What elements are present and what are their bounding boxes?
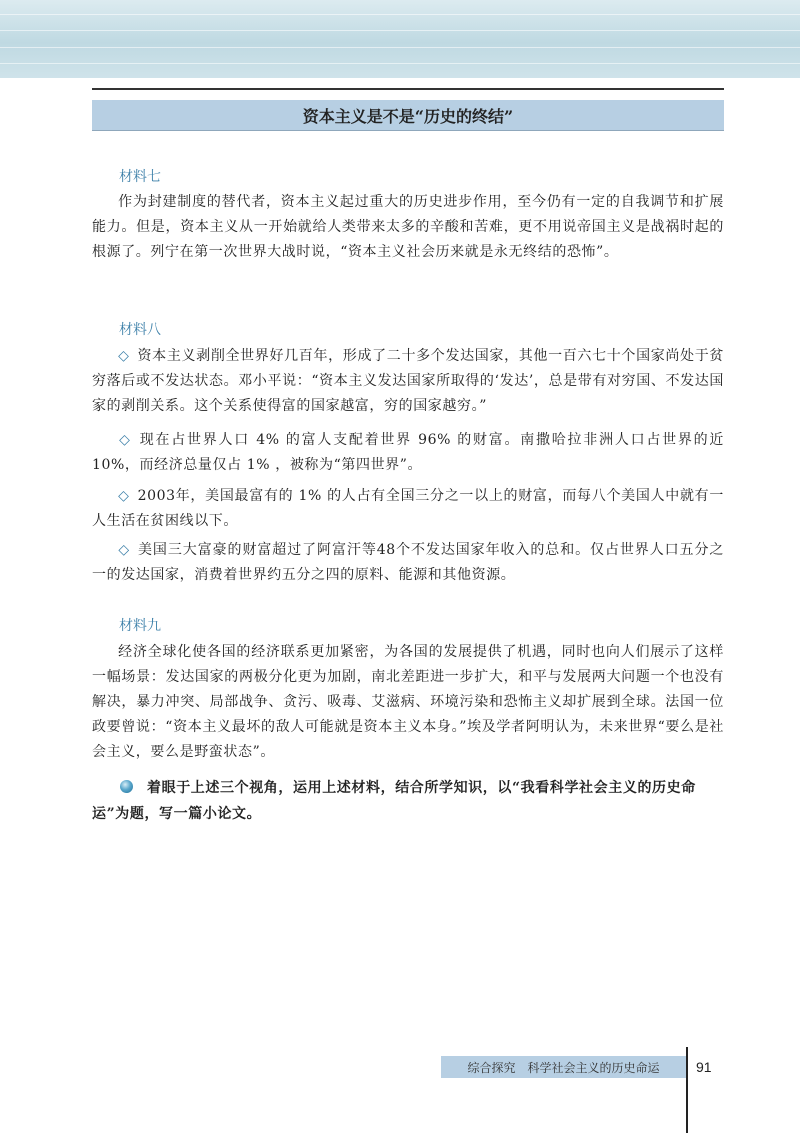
material-8-item: ◇ 资本主义剥削全世界好几百年，形成了二十多个发达国家，其他一百六七十个国家尚处于贫穷落后或不发达状态。邓小平说：“资本主义发达国家所取得的‘发达’，总是带有对穷国、不发达国家的剥削关系。这个关系使得富的国家越富，穷的国家越穷。” xyxy=(92,348,724,414)
task-prompt: 着眼于上述三个视角，运用上述材料，结合所学知识，以“我看科学社会主义的历史命运”为题，写一篇小论文。 xyxy=(92,780,696,822)
globe-bullet-icon xyxy=(120,780,133,793)
footer-rule xyxy=(686,1047,688,1133)
page-title: 资本主义是不是“历史的终结” xyxy=(302,106,514,126)
top-banner xyxy=(0,0,800,78)
diamond-bullet-icon: ◇ xyxy=(118,488,130,504)
material-9-text: 经济全球化使各国的经济联系更加紧密，为各国的发展提供了机遇，同时也向人们展示了这样一幅场景：发达国家的两极分化更为加剧，南北差距进一步扩大，和平与发展两大问题一个也没有解决，暴力冲突、局部战争、贪污、吸毒、艾滋病、环境污染和恐怖主义却扩展到全球。法国一位政要曾说：“资本主义最坏的敌人可能就是资本主义本身。”埃及学者阿明认为，未来世界“要么是社会主义，要么是野蛮状态”。 xyxy=(92,644,724,760)
material-8-label: 材料八 xyxy=(119,322,161,338)
material-9-label: 材料九 xyxy=(119,618,161,634)
footer-chapter-bar xyxy=(441,1056,686,1078)
material-8-item: ◇ 2003年，美国最富有的 1% 的人占有全国三分之一以上的财富，而每八个美国人中就有一人生活在贫困线以下。 xyxy=(92,488,724,529)
diamond-bullet-icon: ◇ xyxy=(118,432,132,448)
section-title-bar xyxy=(92,100,724,131)
page-number: 91 xyxy=(696,1059,712,1075)
diamond-bullet-icon: ◇ xyxy=(118,348,130,364)
diamond-bullet-icon: ◇ xyxy=(118,542,131,558)
material-7-label: 材料七 xyxy=(119,169,161,185)
footer-chapter-title: 综合探究 科学社会主义的历史命运 xyxy=(467,1060,660,1075)
material-8-item: ◇ 现在占世界人口 4% 的富人支配着世界 96% 的财富。南撒哈拉非洲人口占世界的近 10%，而经济总量仅占 1% ，被称为“第四世界”。 xyxy=(92,432,724,473)
material-7-text: 作为封建制度的替代者，资本主义起过重大的历史进步作用，至今仍有一定的自我调节和扩展能力。但是，资本主义从一开始就给人类带来太多的辛酸和苦难，更不用说帝国主义是战祸时起的根源了。列宁在第一次世界大战时说，“资本主义社会历来就是永无终结的恐怖”。 xyxy=(92,194,724,260)
material-8-item: ◇ 美国三大富豪的财富超过了阿富汗等48个不发达国家年收入的总和。仅占世界人口五分之一的发达国家，消费着世界约五分之四的原料、能源和其他资源。 xyxy=(92,542,724,583)
title-rule xyxy=(92,88,724,90)
